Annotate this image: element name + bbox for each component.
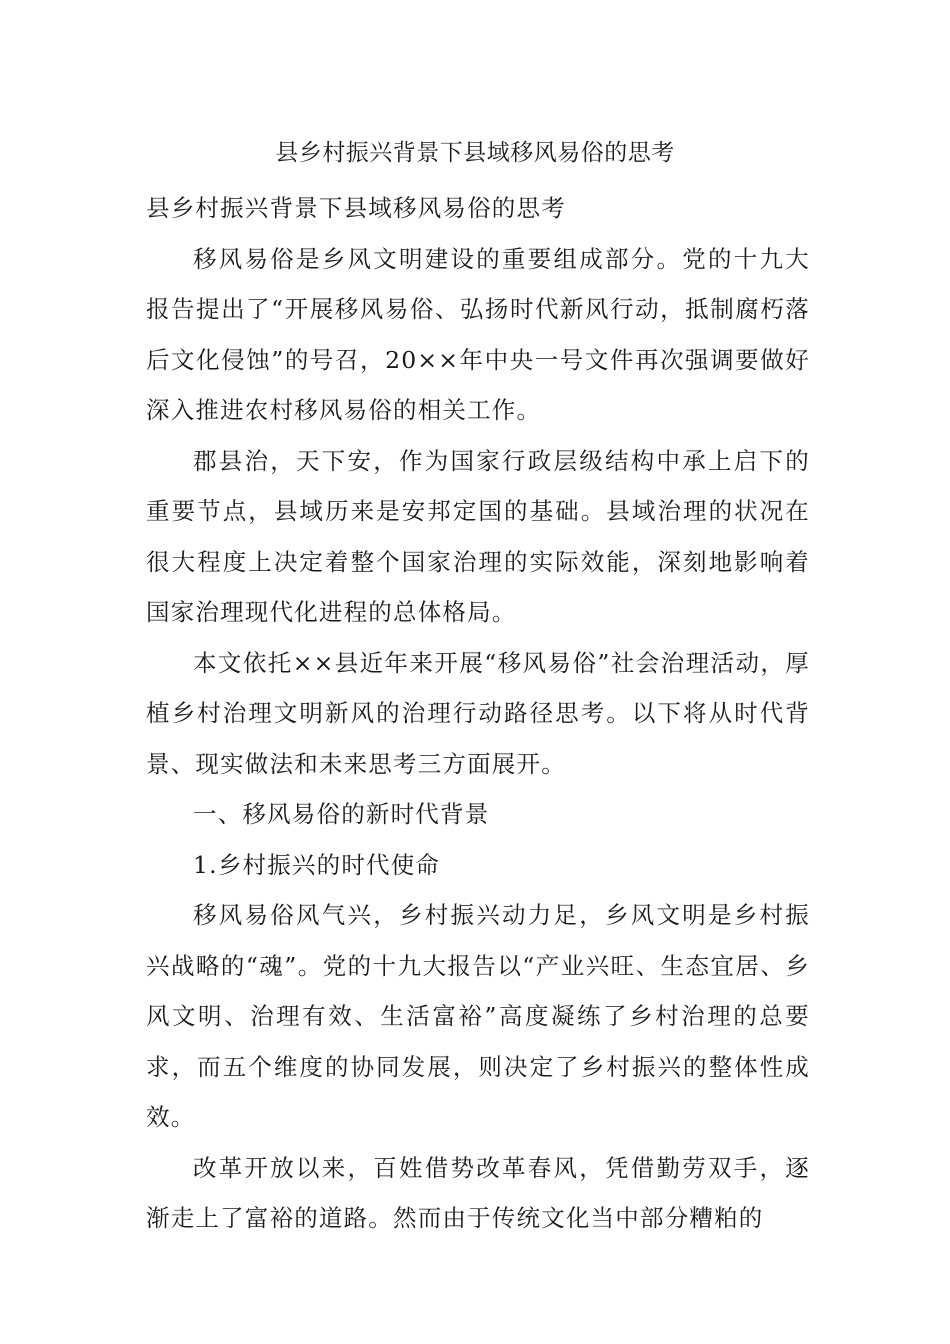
document-subtitle: 县乡村振兴背景下县域移风易俗的思考 bbox=[146, 194, 566, 222]
paragraph-reform-opening: 改革开放以来，百姓借势改革春风，凭借勤劳双手，逐渐走上了富裕的道路。然而由于传统文化当中部分糟粕的 bbox=[146, 1153, 810, 1232]
document-body bbox=[146, 183, 810, 1244]
paragraph-article-scope: 本文依托××县近年来开展“移风易俗”社会治理活动，厚植乡村治理文明新风的治理行动路径思考。以下将从时代背景、现实做法和未来思考三方面展开。 bbox=[146, 648, 810, 778]
paragraph-county-governance: 郡县治，天下安，作为国家行政层级结构中承上启下的重要节点，县域历来是安邦定国的基础。县域治理的状况在很大程度上决定着整个国家治理的实际效能，深刻地影响着国家治理现代化进程的总体格局。 bbox=[146, 446, 810, 626]
document-title: 县乡村振兴背景下县域移风易俗的思考 bbox=[275, 140, 675, 166]
section-heading-1: 一、移风易俗的新时代背景 bbox=[193, 800, 490, 828]
paragraph-rural-revitalization: 移风易俗风气兴，乡村振兴动力足，乡风文明是乡村振兴战略的“魂”。党的十九大报告以“产业兴旺、生态宜居、乡风文明、治理有效、生活富裕”高度凝练了乡村治理的总要求，而五个维度的协同发展，则决定了乡村振兴的整体性成效。 bbox=[146, 901, 810, 1131]
paragraph-intro: 移风易俗是乡风文明建设的重要组成部分。党的十九大报告提出了“开展移风易俗、弘扬时代新风行动，抵制腐朽落后文化侵蚀”的号召，20××年中央一号文件再次强调要做好深入推进农村移风易俗的相关工作。 bbox=[146, 244, 810, 424]
subsection-heading-1-1: 1.乡村振兴的时代使命 bbox=[193, 850, 441, 879]
